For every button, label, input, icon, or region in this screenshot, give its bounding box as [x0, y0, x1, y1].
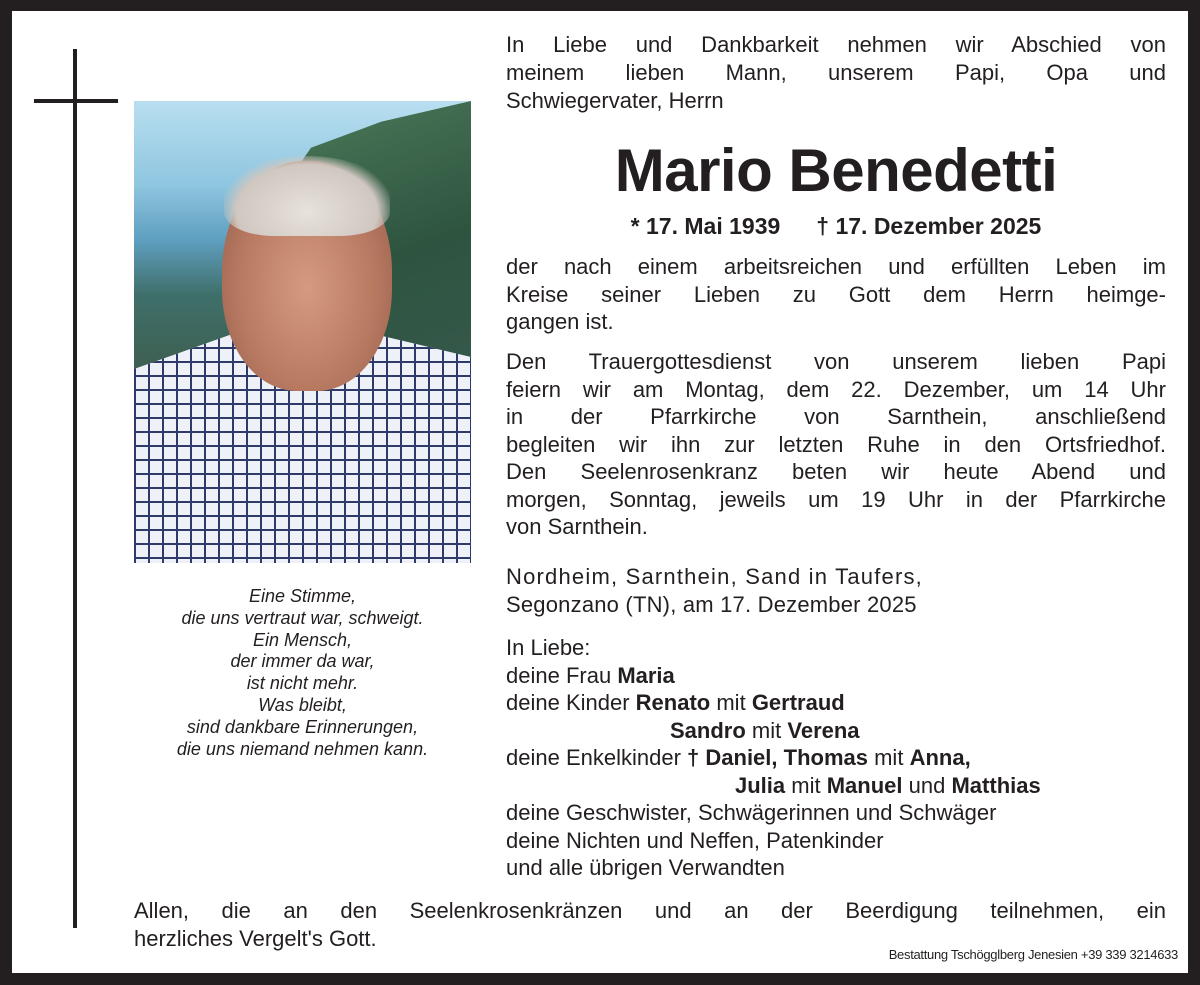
grandchild-name: Julia: [735, 772, 786, 798]
birth-date: * 17. Mai 1939: [630, 213, 781, 239]
poem-line: Ein Mensch,: [252, 629, 353, 650]
cross-icon-crossbar: [34, 99, 118, 103]
paragraph-line: von Sarnthein.: [506, 514, 648, 539]
child-name: Sandro: [670, 717, 746, 743]
life-dates: [506, 210, 1166, 242]
hair: [224, 156, 390, 236]
date-line: Segonzano (TN), am 17. Dezember 2025: [506, 591, 917, 617]
partner-name: Gertraud: [751, 690, 845, 715]
partner-name: Anna,: [909, 745, 971, 770]
poem-line: die uns niemand nehmen kann.: [176, 738, 429, 759]
paragraph-service: [506, 348, 1166, 541]
grandchild-name: Matthias: [951, 772, 1041, 798]
family-grandchildren: deine Enkelkinder † Daniel, Thomas mit Anna,: [506, 745, 971, 770]
family-children: deine Kinder Renato mit Gertraud: [506, 690, 845, 715]
paragraph-line: Kreise seiner Lieben zu Gott dem Herrn heimge-: [506, 281, 1166, 307]
poem-line: Eine Stimme,: [248, 586, 357, 606]
paragraph-line: in der Pfarrkirche von Sarnthein, anschließend: [506, 404, 1166, 429]
death-date: † 17. Dezember 2025: [816, 213, 1042, 239]
deceased-name: Mario Benedetti: [614, 137, 1058, 204]
closing-thanks: [134, 897, 1166, 953]
poem-line: ist nicht mehr.: [246, 673, 359, 694]
partner-name: Manuel: [826, 772, 903, 798]
intro-text: [506, 31, 1166, 115]
place-and-date: [506, 563, 1166, 618]
paragraph-line: gangen ist.: [506, 309, 614, 334]
family-grandchildren-2: Julia mit Manuel und Matthias: [735, 772, 1041, 798]
grandchild-names: † Daniel, Thomas: [687, 745, 868, 770]
portrait-photo: [134, 101, 471, 563]
paragraph-passing: [506, 253, 1166, 336]
memorial-poem: [134, 586, 471, 760]
paragraph-line: Den Seelenrosenkranz beten wir heute Abend und: [506, 459, 1166, 484]
place-line: Nordheim, Sarnthein, Sand in Taufers,: [506, 564, 923, 589]
closing-line: Allen, die an den Seelenkrosenkränzen und an der Beerdigung teilnehmen, ein: [134, 898, 1166, 923]
funeral-home-credit: Bestattung Tschögglberg Jenesien +39 339 3214633: [888, 947, 1178, 962]
poem-line: Was bleibt,: [258, 694, 347, 715]
poem-line: die uns vertraut war, schweigt.: [181, 607, 424, 628]
family-other: deine Geschwister, Schwägerinnen und Schwäger: [506, 800, 997, 825]
paragraph-line: feiern wir am Montag, dem 22. Dezember, um 14 Uhr: [506, 376, 1166, 402]
poem-line: sind dankbare Erinnerungen,: [186, 716, 419, 737]
child-name: Renato: [635, 690, 711, 715]
intro-line: Schwiegervater, Herrn: [506, 88, 724, 113]
partner-name: Verena: [787, 717, 860, 743]
intro-line: meinem lieben Mann, unserem Papi, Opa und: [506, 60, 1166, 85]
intro-line: In Liebe und Dankbarkeit nehmen wir Abschied von: [506, 32, 1166, 57]
wife-name: Maria: [617, 662, 675, 688]
poem-line: der immer da war,: [230, 651, 375, 672]
family-heading: In Liebe:: [506, 635, 591, 660]
family-list: [506, 634, 1166, 882]
family-children-2: Sandro mit Verena: [670, 717, 860, 743]
family-other: und alle übrigen Verwandten: [506, 855, 785, 880]
closing-line: herzliches Vergelt's Gott.: [134, 926, 377, 951]
family-wife: deine Frau Maria: [506, 662, 675, 688]
paragraph-line: begleiten wir ihn zur letzten Ruhe in den Ortsfriedhof.: [506, 431, 1166, 457]
paragraph-line: der nach einem arbeitsreichen und erfüllten Leben im: [506, 254, 1166, 279]
paragraph-line: morgen, Sonntag, jeweils um 19 Uhr in der Pfarrkirche: [506, 486, 1166, 512]
family-other: deine Nichten und Neffen, Patenkinder: [506, 827, 884, 853]
cross-icon: [73, 49, 77, 928]
paragraph-line: Den Trauergottesdienst von unserem lieben Papi: [506, 349, 1166, 374]
